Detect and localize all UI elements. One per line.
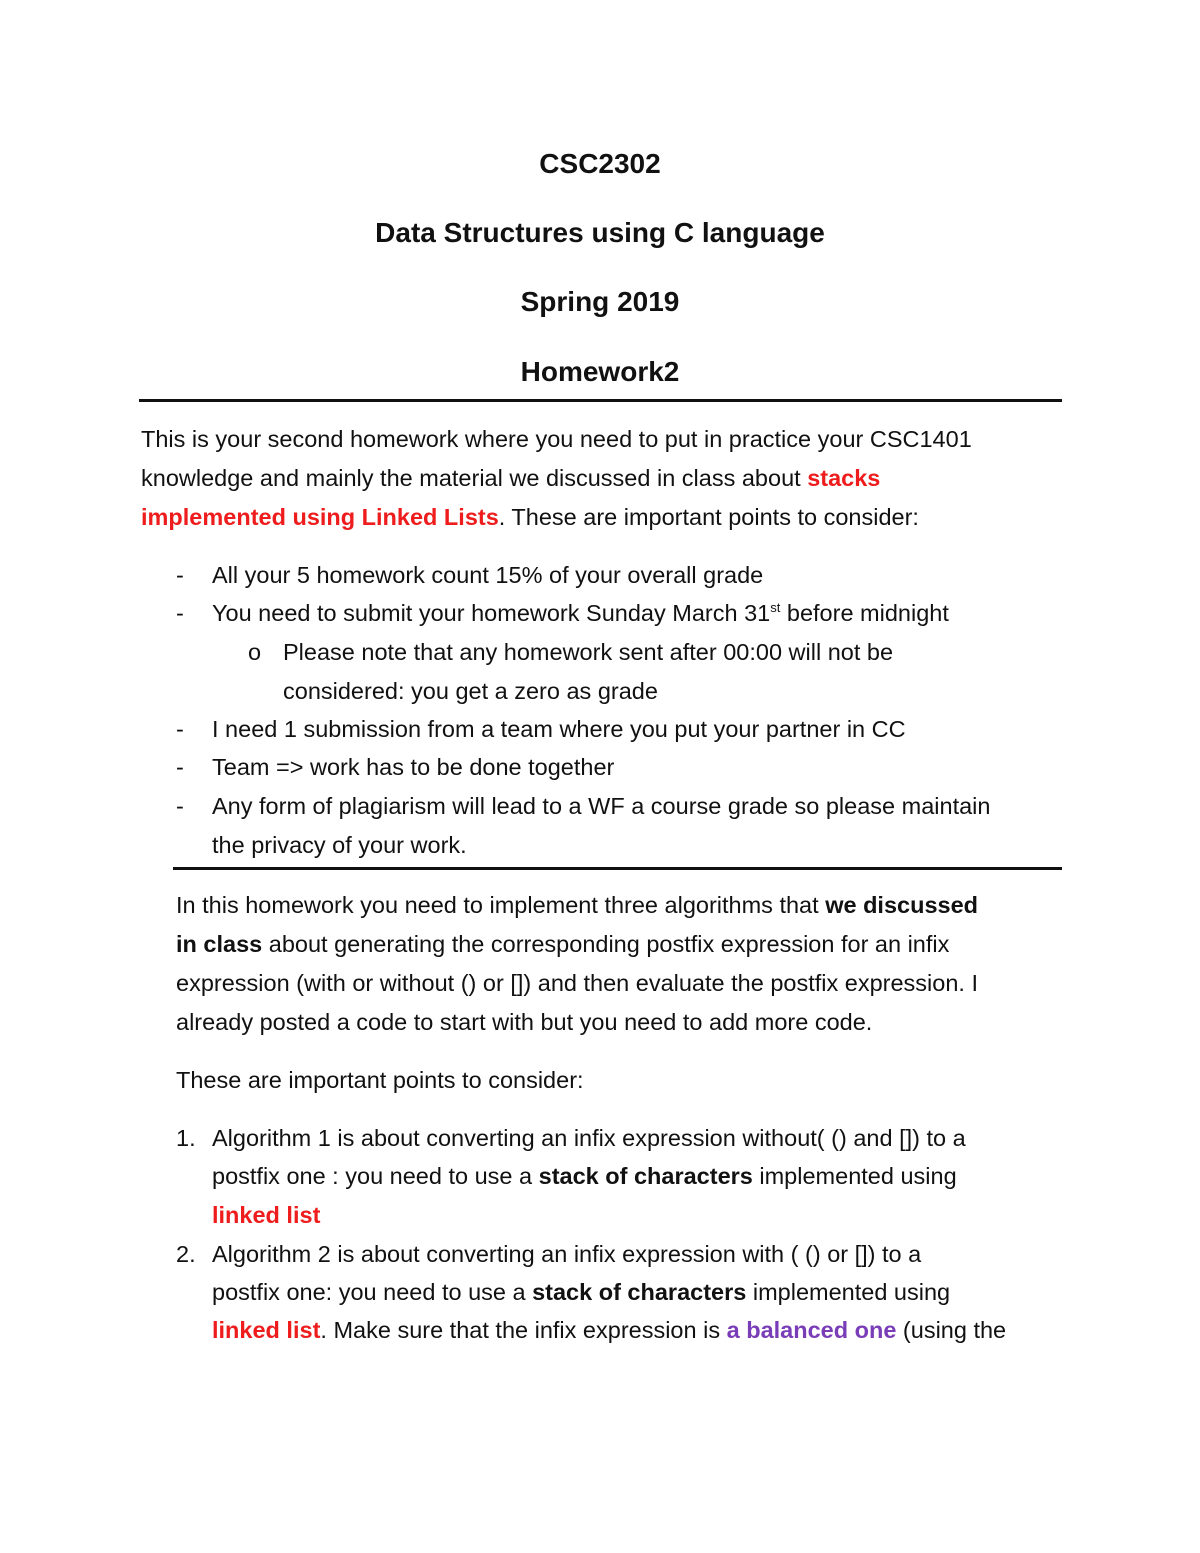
sub-bullet-line-2: considered: you get a zero as grade [283,678,658,704]
section-divider [173,867,1062,870]
sub-bullet-line-1: Please note that any homework sent after 00:00 will not be [283,639,894,665]
highlight-stacks: stacks [807,465,881,491]
bullet-2: You need to submit your homework Sunday March 31st before midnight [212,600,949,626]
body-line-2: in class about generating the corresponding postfix expression for an infix [176,931,950,957]
body-line-3: expression (with or without () or []) and then evaluate the postfix expression. I [176,970,979,996]
body-line-4: already posted a code to start with but you need to add more code. [176,1009,873,1035]
highlight-linked-list: linked list [212,1202,321,1228]
list-number-2: 2. [176,1241,196,1267]
semester: Spring 2019 [520,286,680,317]
bullet-dash: - [176,716,184,742]
list-item-2-line-3: linked list. Make sure that the infix expression is a balanced one (using the [212,1317,1007,1343]
bullet-5-line-1: Any form of plagiarism will lead to a WF a course grade so please maintain [212,793,991,819]
highlight-linked-list: linked list [212,1317,321,1343]
list-item-1-line-2: postfix one : you need to use a stack of characters implemented using [212,1163,957,1189]
highlight-balanced: a balanced one [726,1317,897,1343]
list-item-2-line-1: Algorithm 2 is about converting an infix expression with ( () or []) to a [212,1241,922,1267]
bullet-3: I need 1 submission from a team where you put your partner in CC [212,716,906,742]
list-item-1-line-3 [212,1196,320,1235]
sub-bullet-marker: o [248,639,262,665]
body-line-1: In this homework you need to implement three algorithms that we discussed [176,892,979,918]
bullet-dash: - [176,754,184,780]
course-title: Data Structures using C language [375,217,825,248]
header-divider [139,399,1062,402]
list-number-1: 1. [176,1125,196,1151]
intro-line-1: This is your second homework where you need to put in practice your CSC1401 [141,426,972,452]
list-item-2-line-2: postfix one: you need to use a stack of characters implemented using [212,1279,951,1305]
bullet-dash: - [176,562,184,588]
intro-line-3: implemented using Linked Lists. These are important points to consider: [141,504,919,530]
bullet-dash: - [176,600,184,626]
intro-line-2: knowledge and mainly the material we discussed in class about stacks [141,465,881,491]
points-intro: These are important points to consider: [176,1067,584,1093]
bullet-1: All your 5 homework count 15% of your overall grade [212,562,764,588]
assignment-title: Homework2 [520,356,680,387]
highlight-linked-lists: implemented using Linked Lists [141,504,499,530]
bullet-5-line-2: the privacy of your work. [212,832,467,858]
bullet-4: Team => work has to be done together [212,754,615,780]
bullet-dash: - [176,793,184,819]
course-code: CSC2302 [539,148,661,179]
ordinal-suffix: st [770,600,781,615]
list-item-1-line-1: Algorithm 1 is about converting an infix expression without( () and []) to a [212,1125,966,1151]
